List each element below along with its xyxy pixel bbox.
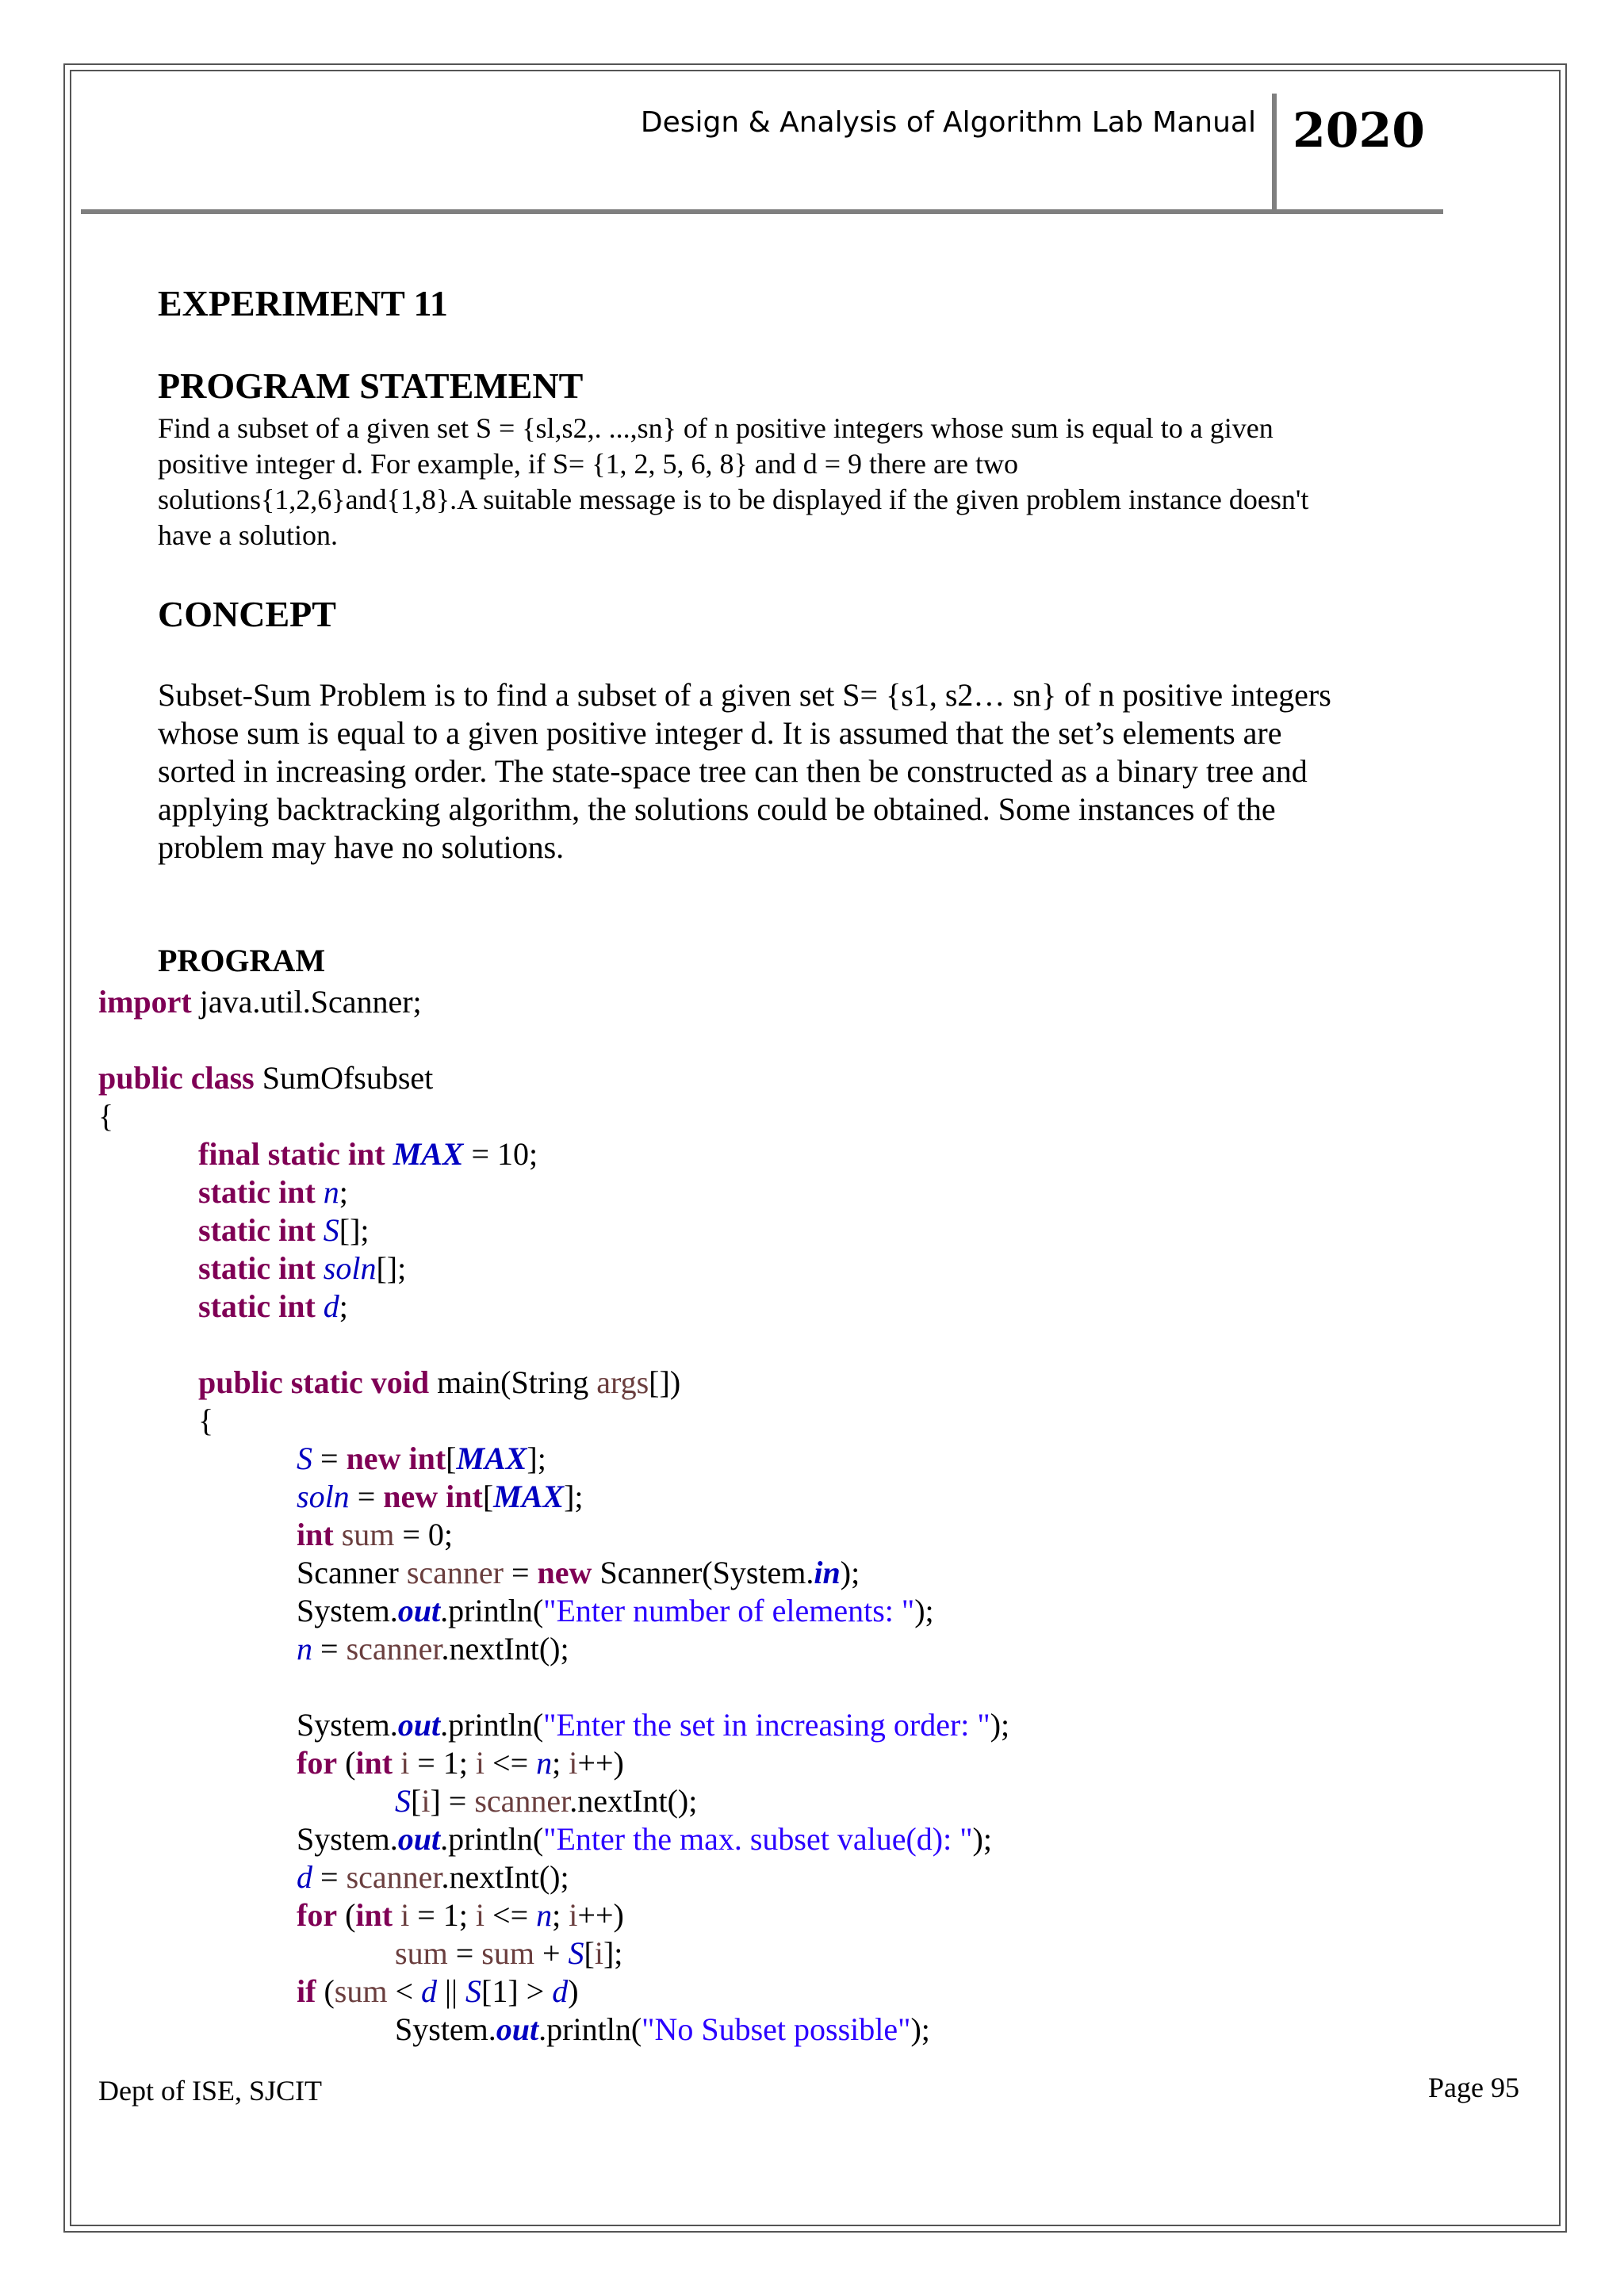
concept-heading: CONCEPT bbox=[158, 594, 336, 634]
code-token: ( bbox=[337, 1897, 356, 1933]
code-line bbox=[98, 983, 422, 1021]
statement-line: have a solution. bbox=[158, 519, 338, 551]
code-token: new bbox=[383, 1479, 439, 1514]
code-token: = bbox=[312, 1631, 347, 1667]
code-token: { bbox=[98, 1098, 114, 1134]
code-line bbox=[297, 1554, 860, 1592]
code-token bbox=[316, 1288, 324, 1324]
code-token: = 1; bbox=[409, 1897, 476, 1933]
code-token: scanner bbox=[346, 1859, 442, 1895]
code-token: i bbox=[569, 1897, 578, 1933]
code-line bbox=[297, 1744, 624, 1782]
code-token: S bbox=[297, 1441, 312, 1476]
code-token: .nextInt(); bbox=[441, 1859, 569, 1895]
code-token: = bbox=[312, 1441, 347, 1476]
statement-heading: PROGRAM STATEMENT bbox=[158, 365, 584, 406]
code-token bbox=[393, 1897, 400, 1933]
code-token: n bbox=[297, 1631, 312, 1667]
code-token: ] = bbox=[430, 1783, 475, 1819]
code-token bbox=[183, 1060, 191, 1096]
code-token: new bbox=[537, 1555, 592, 1590]
statement-line: positive integer d. For example, if S= {1, 2, 5, 6, 8} and d = 9 there are two bbox=[158, 448, 1018, 480]
code-token: static bbox=[198, 1174, 271, 1210]
code-token: S bbox=[395, 1783, 411, 1819]
code-token: .nextInt(); bbox=[441, 1631, 569, 1667]
code-token: .println( bbox=[538, 2011, 642, 2047]
code-token: i bbox=[400, 1745, 410, 1781]
code-line bbox=[297, 1858, 569, 1896]
code-token: ); bbox=[990, 1707, 1010, 1743]
code-token: scanner bbox=[346, 1631, 442, 1667]
code-token: <= bbox=[485, 1745, 537, 1781]
code-token: d bbox=[552, 1973, 569, 2009]
code-line bbox=[198, 1288, 348, 1326]
code-token: static bbox=[198, 1250, 271, 1286]
code-token: for bbox=[297, 1897, 338, 1933]
code-token bbox=[363, 1364, 371, 1400]
code-token: Scanner bbox=[297, 1555, 407, 1590]
code-line bbox=[198, 1249, 406, 1288]
code-line bbox=[297, 1630, 569, 1668]
code-token: out bbox=[397, 1707, 441, 1743]
code-token: MAX bbox=[493, 1479, 565, 1514]
code-token bbox=[283, 1364, 291, 1400]
code-line bbox=[395, 1782, 697, 1820]
code-token: sum bbox=[341, 1517, 395, 1552]
statement-line: Find a subset of a given set S = {sl,s2,. ...,sn} of n positive integers whose sum is equal to a given bbox=[158, 412, 1274, 444]
code-line bbox=[198, 1364, 680, 1402]
code-token: for bbox=[297, 1745, 338, 1781]
code-token: ); bbox=[840, 1555, 860, 1590]
code-token: public bbox=[198, 1364, 283, 1400]
code-token: void bbox=[370, 1364, 430, 1400]
code-token: [ bbox=[584, 1935, 595, 1971]
code-token: int bbox=[278, 1212, 316, 1248]
code-token: = bbox=[503, 1555, 538, 1590]
code-token: []; bbox=[376, 1250, 407, 1286]
code-token: main(String bbox=[429, 1364, 597, 1400]
code-token: sum bbox=[334, 1973, 388, 2009]
code-token: out bbox=[496, 2011, 539, 2047]
code-token bbox=[400, 1441, 408, 1476]
code-token: ]; bbox=[527, 1441, 546, 1476]
code-token: soln bbox=[323, 1250, 377, 1286]
code-token: ); bbox=[910, 2011, 930, 2047]
code-token: ); bbox=[914, 1593, 934, 1628]
code-token: scanner bbox=[474, 1783, 570, 1819]
code-line bbox=[297, 1478, 584, 1516]
code-token: n bbox=[323, 1174, 339, 1210]
code-token bbox=[334, 1517, 342, 1552]
code-token: <= bbox=[485, 1897, 537, 1933]
statement-line: solutions{1,2,6}and{1,8}.A suitable message is to be displayed if the given problem instance doesn't bbox=[158, 484, 1309, 515]
code-token: ++) bbox=[577, 1745, 624, 1781]
code-token: int bbox=[278, 1174, 316, 1210]
code-token bbox=[340, 1136, 348, 1172]
code-token: i bbox=[475, 1745, 485, 1781]
code-line bbox=[395, 1934, 622, 1973]
code-line bbox=[98, 1059, 433, 1097]
code-token: = bbox=[312, 1859, 347, 1895]
code-token: i bbox=[400, 1897, 410, 1933]
code-token: in bbox=[814, 1555, 841, 1590]
code-token: int bbox=[278, 1288, 316, 1324]
code-token: d bbox=[421, 1973, 438, 2009]
code-token: int bbox=[297, 1517, 334, 1552]
code-line bbox=[198, 1402, 213, 1440]
code-token: static bbox=[267, 1136, 340, 1172]
code-token: = 10; bbox=[463, 1136, 538, 1172]
code-token: public bbox=[98, 1060, 183, 1096]
code-token: i bbox=[475, 1897, 485, 1933]
header-year: 2020 bbox=[1293, 103, 1425, 159]
code-token: d bbox=[297, 1859, 312, 1895]
experiment-title: EXPERIMENT 11 bbox=[158, 283, 448, 323]
code-token: = 0; bbox=[394, 1517, 454, 1552]
code-token bbox=[316, 1174, 324, 1210]
code-token: .println( bbox=[440, 1593, 544, 1628]
code-line bbox=[198, 1135, 538, 1173]
footer-page-number: Page 95 bbox=[1428, 2072, 1519, 2103]
code-token: System. bbox=[395, 2011, 496, 2047]
code-token: []) bbox=[649, 1364, 681, 1400]
code-token: .println( bbox=[440, 1821, 544, 1857]
code-token: int bbox=[355, 1745, 393, 1781]
code-token: ++) bbox=[577, 1897, 624, 1933]
code-token bbox=[270, 1288, 278, 1324]
code-token: sum bbox=[395, 1935, 448, 1971]
code-token: ( bbox=[316, 1973, 335, 2009]
code-token: out bbox=[397, 1821, 441, 1857]
code-token: S bbox=[323, 1212, 339, 1248]
code-token: ) bbox=[568, 1973, 579, 2009]
code-token: S bbox=[568, 1935, 584, 1971]
code-token: MAX bbox=[456, 1441, 527, 1476]
code-token: ]; bbox=[603, 1935, 623, 1971]
code-line bbox=[297, 1516, 453, 1554]
code-token: [1] > bbox=[481, 1973, 553, 2009]
code-line bbox=[198, 1173, 348, 1211]
code-token bbox=[260, 1136, 268, 1172]
code-token: System. bbox=[297, 1707, 398, 1743]
code-token bbox=[270, 1212, 278, 1248]
header-divider-vertical bbox=[1272, 94, 1277, 212]
code-token: .println( bbox=[440, 1707, 544, 1743]
code-token: .nextInt(); bbox=[569, 1783, 698, 1819]
code-token bbox=[438, 1479, 446, 1514]
code-token: i bbox=[594, 1935, 603, 1971]
code-token: []; bbox=[339, 1212, 370, 1248]
code-line bbox=[297, 1973, 579, 2011]
code-token: java.util.Scanner; bbox=[191, 984, 422, 1020]
code-token: [ bbox=[411, 1783, 422, 1819]
code-token: n bbox=[536, 1897, 553, 1933]
code-token: ); bbox=[972, 1821, 992, 1857]
code-token: ; bbox=[552, 1745, 569, 1781]
code-token: < bbox=[387, 1973, 422, 2009]
code-line bbox=[297, 1896, 624, 1934]
code-token: || bbox=[437, 1973, 466, 2009]
statement-text bbox=[158, 411, 1395, 553]
code-token: i bbox=[569, 1745, 578, 1781]
code-token: int bbox=[347, 1136, 385, 1172]
code-line bbox=[297, 1440, 546, 1478]
code-line bbox=[297, 1706, 1009, 1744]
code-token: final bbox=[198, 1136, 260, 1172]
code-token bbox=[316, 1212, 324, 1248]
code-token: n bbox=[536, 1745, 553, 1781]
header-title: Design & Analysis of Algorithm Lab Manual bbox=[640, 106, 1256, 139]
concept-line: Subset-Sum Problem is to find a subset of a given set S= {s1, s2… sn} of n positive integers bbox=[158, 677, 1331, 713]
code-token: int bbox=[355, 1897, 393, 1933]
code-token: new bbox=[346, 1441, 401, 1476]
footer-department: Dept of ISE, SJCIT bbox=[98, 2075, 322, 2107]
code-token: int bbox=[446, 1479, 483, 1514]
code-token: SumOfsubset bbox=[254, 1060, 434, 1096]
code-token: ; bbox=[339, 1174, 348, 1210]
code-token: args bbox=[596, 1364, 649, 1400]
code-token: i bbox=[421, 1783, 431, 1819]
code-token: if bbox=[297, 1973, 316, 2009]
concept-line: problem may have no solutions. bbox=[158, 829, 565, 865]
code-token: "Enter the set in increasing order: " bbox=[543, 1707, 990, 1743]
code-line bbox=[297, 1592, 934, 1630]
code-token: sum bbox=[481, 1935, 534, 1971]
code-token: ( bbox=[337, 1745, 356, 1781]
program-heading: PROGRAM bbox=[158, 943, 326, 978]
code-token: static bbox=[290, 1364, 363, 1400]
code-token bbox=[393, 1745, 400, 1781]
code-line bbox=[297, 1820, 992, 1858]
code-token: "Enter number of elements: " bbox=[543, 1593, 915, 1628]
code-line bbox=[395, 2011, 930, 2049]
code-token: "No Subset possible" bbox=[642, 2011, 911, 2047]
code-token: ]; bbox=[564, 1479, 584, 1514]
code-token: out bbox=[397, 1593, 441, 1628]
code-token: static bbox=[198, 1288, 271, 1324]
code-line bbox=[198, 1211, 370, 1249]
code-token bbox=[385, 1136, 393, 1172]
code-token: ; bbox=[552, 1897, 569, 1933]
concept-text bbox=[158, 676, 1395, 867]
code-token: = 1; bbox=[409, 1745, 476, 1781]
code-token: Scanner(System. bbox=[592, 1555, 814, 1590]
code-token: [ bbox=[482, 1479, 494, 1514]
code-token: int bbox=[408, 1441, 446, 1476]
code-token: "Enter the max. subset value(d): " bbox=[543, 1821, 973, 1857]
code-token bbox=[316, 1250, 324, 1286]
concept-line: whose sum is equal to a given positive integer d. It is assumed that the set’s elements are bbox=[158, 715, 1282, 751]
code-token bbox=[270, 1174, 278, 1210]
code-token: ; bbox=[339, 1288, 348, 1324]
code-token: System. bbox=[297, 1821, 398, 1857]
code-token: scanner bbox=[406, 1555, 504, 1590]
code-token: soln bbox=[297, 1479, 350, 1514]
code-token: [ bbox=[446, 1441, 457, 1476]
code-token: = bbox=[349, 1479, 384, 1514]
code-token: = bbox=[447, 1935, 482, 1971]
code-token: { bbox=[198, 1402, 214, 1438]
code-token: + bbox=[534, 1935, 569, 1971]
concept-line: sorted in increasing order. The state-space tree can then be constructed as a binary tree and bbox=[158, 753, 1308, 789]
code-token: import bbox=[98, 984, 192, 1020]
code-token: static bbox=[198, 1212, 271, 1248]
code-token bbox=[270, 1250, 278, 1286]
code-token: int bbox=[278, 1250, 316, 1286]
code-token: MAX bbox=[393, 1136, 464, 1172]
code-token: S bbox=[465, 1973, 482, 2009]
code-token: System. bbox=[297, 1593, 398, 1628]
code-token: d bbox=[323, 1288, 339, 1324]
code-token: class bbox=[190, 1060, 255, 1096]
code-line bbox=[98, 1097, 113, 1135]
concept-line: applying backtracking algorithm, the solutions could be obtained. Some instances of the bbox=[158, 791, 1276, 827]
header-divider-horizontal bbox=[81, 209, 1443, 214]
